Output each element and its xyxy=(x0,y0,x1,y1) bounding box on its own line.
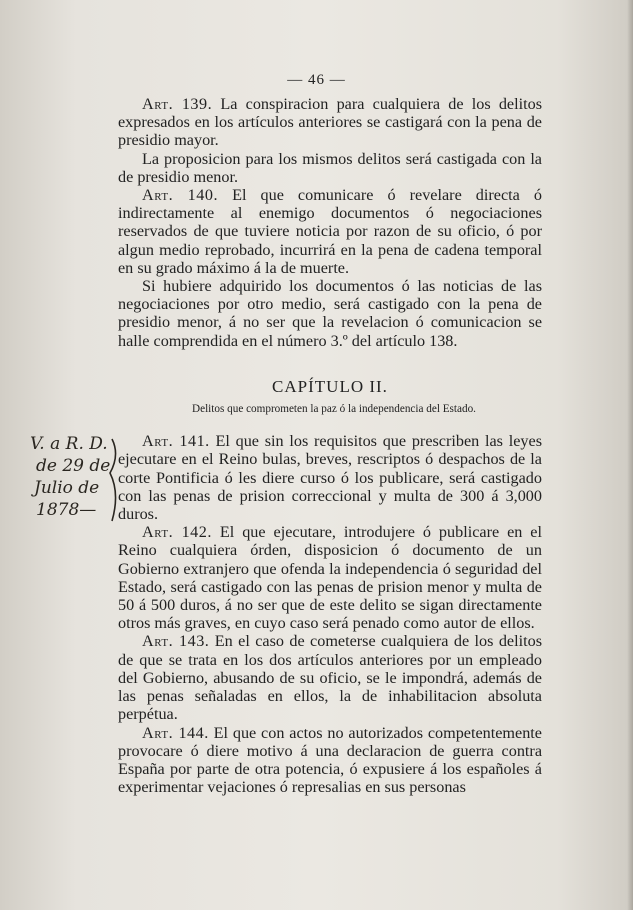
paragraph-art-142 xyxy=(118,523,542,632)
paragraph-text: Si hubiere adquirido los documentos ó las noticias de las negociaciones por otro medio, será castigado con la pena de presidio menor, á no ser que la revelacion ó comunicacion se halle comprendida en el número 3.º del artículo 138. xyxy=(118,277,542,350)
section-bottom xyxy=(118,432,542,796)
paragraph-140-cont xyxy=(118,277,542,350)
section-top xyxy=(118,95,542,350)
article-text: En el caso de cometerse cualquiera de los delitos de que se trata en los dos artículos anteriores por un empleado del Gobierno, abusando de su oficio, se le impondrá, además de las penas señaladas en ellos, la de inhabilitacion absoluta perpétua. xyxy=(118,632,542,724)
paragraph-art-141 xyxy=(118,432,542,523)
article-text: El que con actos no autorizados competentemente provocare ó diere motivo á una declaracion de guerra contra España por parte de otra potencia, ó expusiere á los españoles á experimentar vejaciones ó represalias en sus personas xyxy=(118,723,542,797)
article-label: Art. 142. xyxy=(142,523,212,542)
marginal-note-line: de 29 de xyxy=(36,456,111,476)
paragraph-text: La proposicion para los mismos delitos será castigada con la de presidio menor. xyxy=(118,149,542,186)
article-label: Art. 143. xyxy=(142,632,210,651)
paragraph-art-144 xyxy=(118,724,542,797)
page-edge-shadow xyxy=(627,0,633,910)
bracket-mark xyxy=(110,439,116,521)
article-label: Art. 140. xyxy=(142,186,219,205)
article-text: El que comunicare ó revelare directa ó indirectamente al enemigo documentos ó negociaciones reservados de que tuviere noticia por razon de su oficio, ó por algun medio reprobado, incurrirá en la pena de cadena temporal en su grado máximo á la de muerte. xyxy=(118,186,542,277)
handwritten-marginal-note xyxy=(30,433,120,525)
paragraph-art-140 xyxy=(118,186,542,277)
paragraph-art-143 xyxy=(118,632,542,723)
article-label: Art. 139. xyxy=(142,95,213,113)
article-label: Art. 144. xyxy=(142,723,209,742)
paragraph-139-cont xyxy=(118,150,542,186)
article-text: La conspiracion para cualquiera de los delitos expresados en los artículos anteriores se castigará con la pena de presidio mayor. xyxy=(118,95,542,150)
marginal-note-line: Julio de xyxy=(34,478,100,498)
marginal-note-drawing xyxy=(30,433,120,525)
chapter-title: CAPÍTULO II. xyxy=(272,376,388,396)
article-label: Art. 141. xyxy=(142,432,210,451)
document-body xyxy=(118,95,542,796)
marginal-note-line: 1878— xyxy=(36,500,97,520)
article-text: El que ejecutare, introdujere ó publicare en el Reino cualquiera órden, disposicion ó documento de un Gobierno extranjero que ofenda la independencia ó seguridad del Estado, será castigado con las penas de prision menor y multa de 50 á 500 duros, á no ser que de este delito se sigan directamente otros más graves, en cuyo caso será penado como autor de ellos. xyxy=(118,523,542,633)
chapter-subtitle: Delitos que comprometen la paz ó la independencia del Estado. xyxy=(192,403,476,416)
marginal-note-line: V. a R. D. xyxy=(30,434,108,454)
article-text: El que sin los requisitos que prescriben las leyes ejecutare en el Reino bulas, breves, rescriptos ó despachos de la corte Pontificia ó les diere curso ó los publicare, será castigado con las penas de prision correccional y multa de 300 á 3,000 duros. xyxy=(118,432,542,524)
paragraph-art-139 xyxy=(118,95,542,150)
page-number: — 46 — xyxy=(287,72,346,88)
